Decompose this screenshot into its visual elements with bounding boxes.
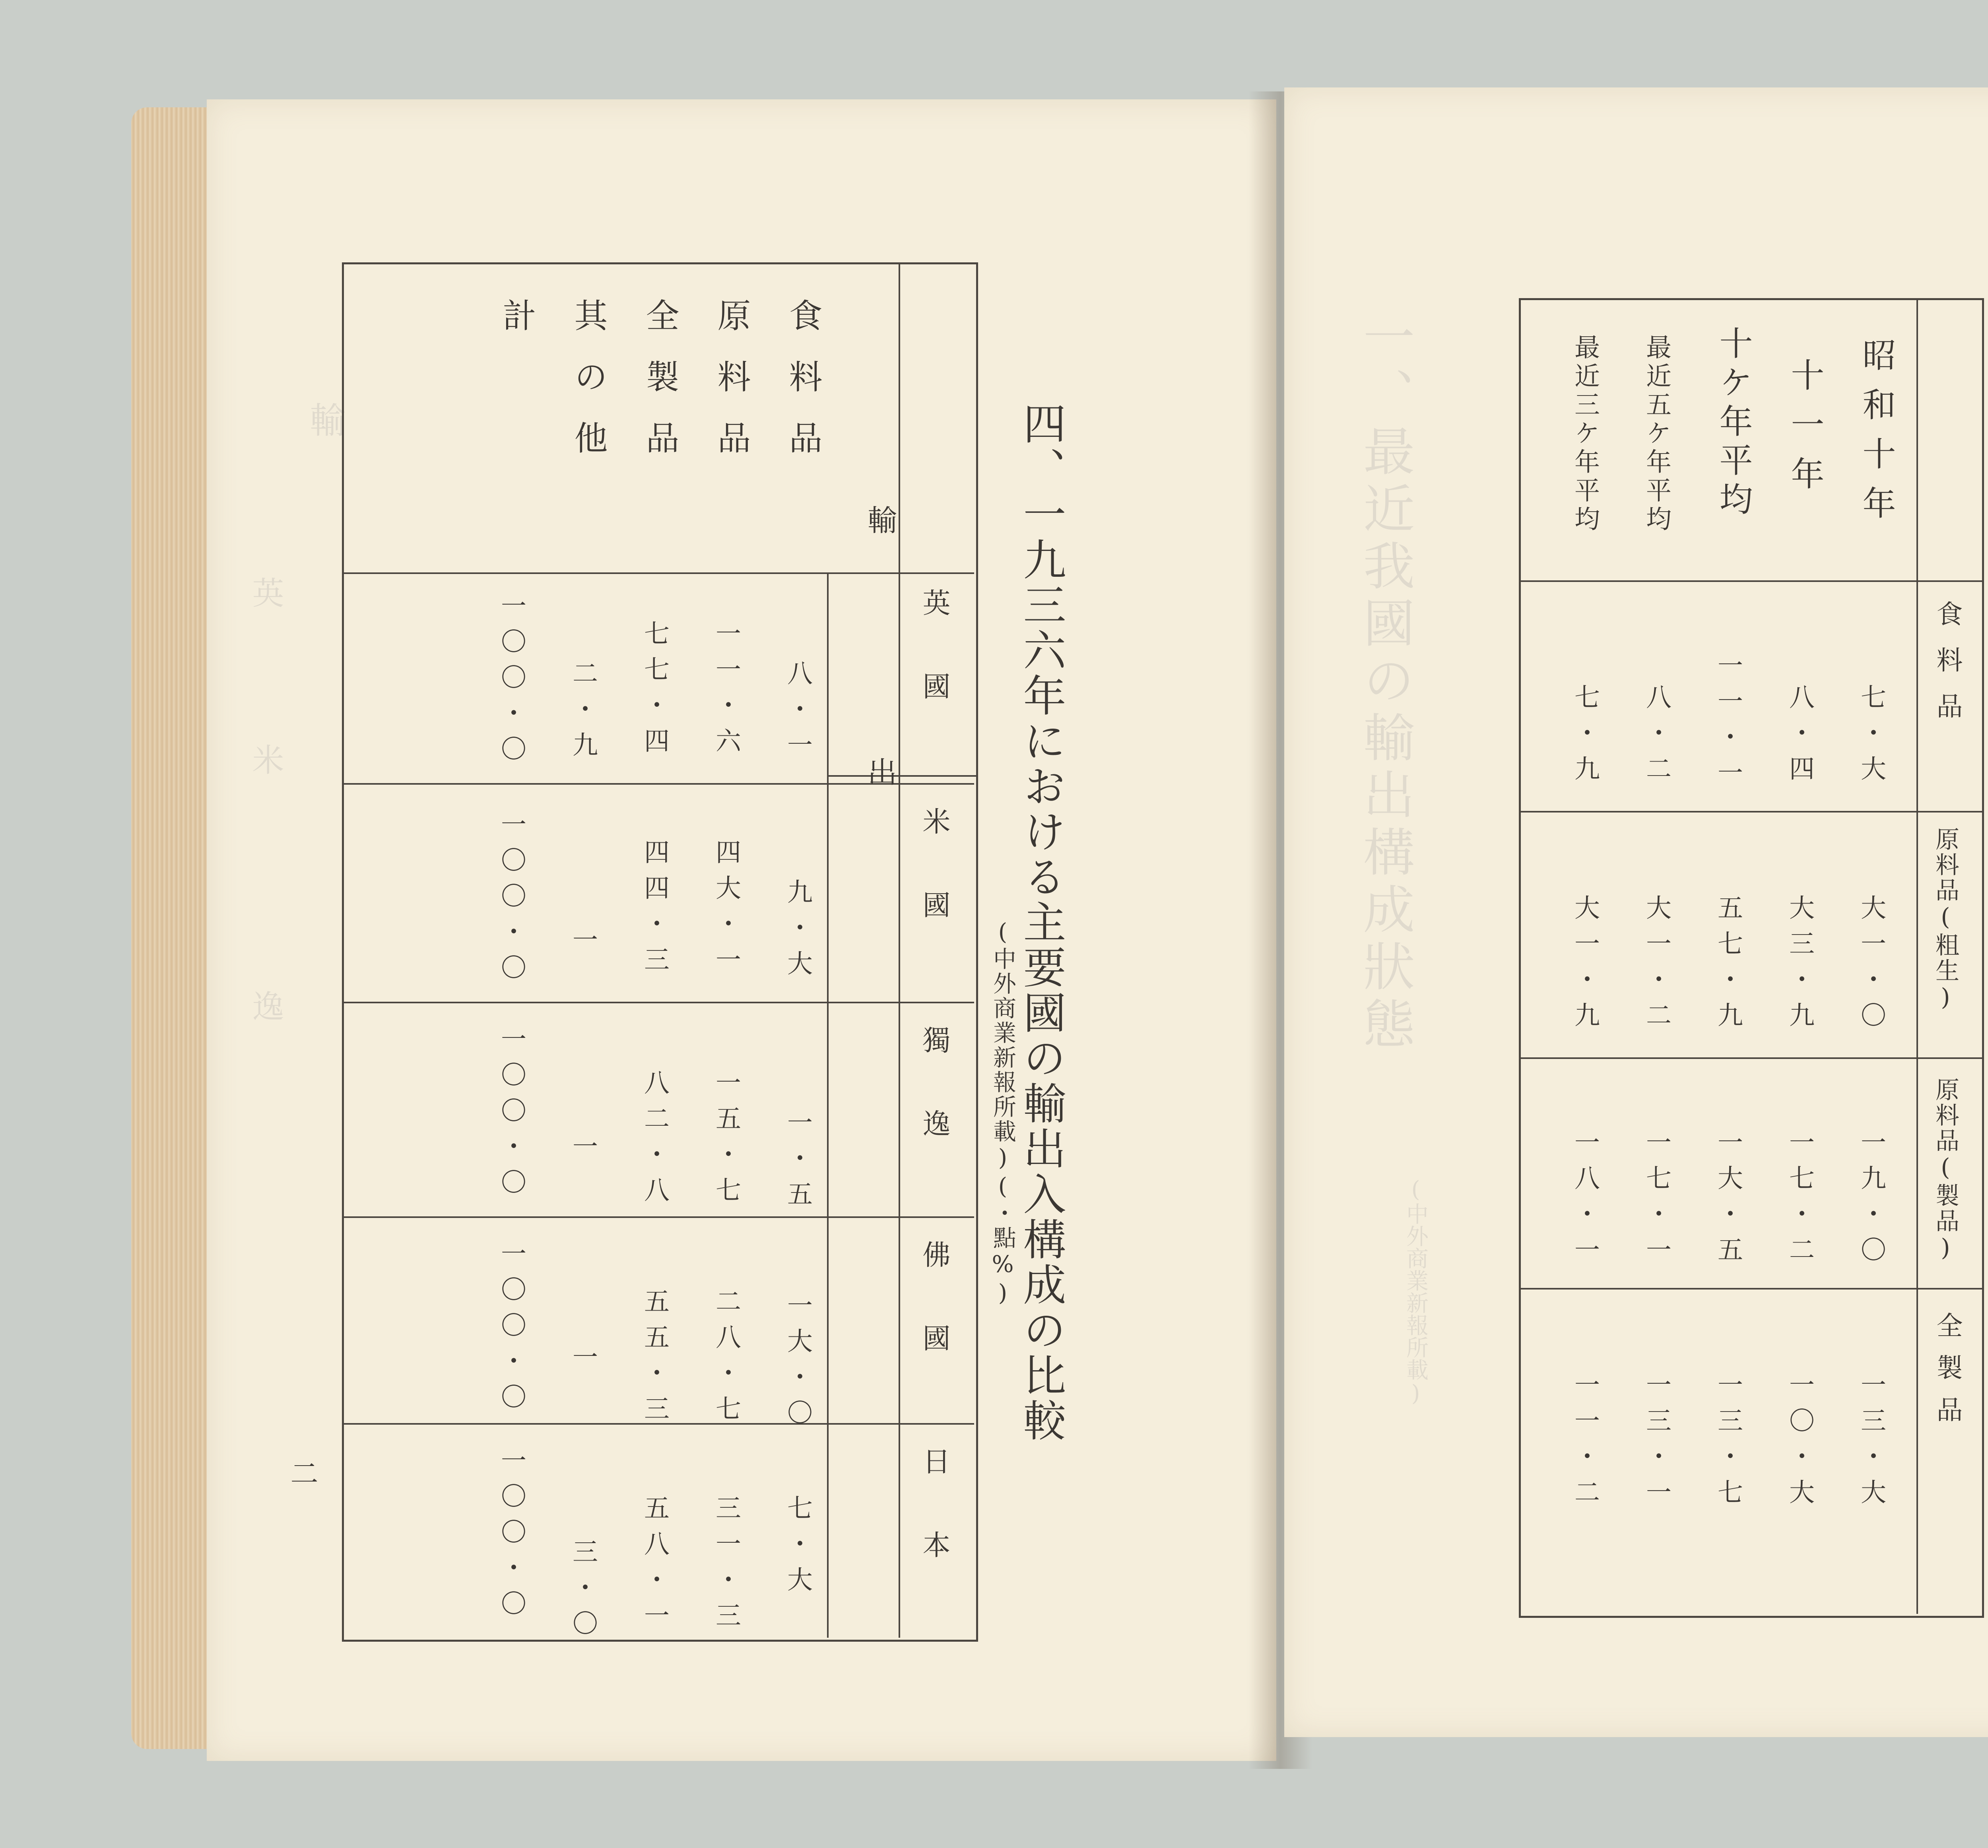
country-header: 米國 [918, 807, 951, 974]
table-cell: 大一・九 [1570, 894, 1600, 1037]
table-cell: 一一・六 [711, 620, 741, 763]
table-cell: 大三・九 [1785, 894, 1814, 1037]
page-number: 二 [286, 1459, 318, 1487]
table-cell: 一・五 [783, 1109, 812, 1216]
page-title: 四、一九三六年における主要國の輸出入構成の比較 [1016, 401, 1066, 1444]
table-cell: 一三・一 [1642, 1371, 1671, 1514]
table-cell: 大一・二 [1642, 894, 1671, 1037]
right-page [1284, 87, 1988, 1737]
table-cell: 一五・七 [711, 1069, 741, 1212]
row-header: 原料品 [712, 298, 751, 482]
table-cell: 一一・一 [1713, 652, 1743, 795]
table-cell: 一 [568, 1344, 598, 1379]
table-cell: 三一・三 [711, 1495, 741, 1638]
left-page [207, 99, 1276, 1761]
table-cell: 一〇〇・〇 [497, 592, 526, 771]
table-cell: 一九・〇 [1856, 1129, 1886, 1272]
row-header: 全製品 [641, 298, 679, 482]
table-cell: 七・大 [783, 1495, 812, 1602]
ghost-source: (中外商業新報所載) [1403, 1177, 1429, 1406]
row-header: 計 [497, 298, 536, 359]
table-cell: 一〇〇・〇 [497, 1447, 526, 1626]
country-header: 獨逸 [918, 1026, 951, 1193]
category-header: 食料品 [1932, 600, 1963, 739]
table-cell: 八二・八 [640, 1069, 669, 1212]
year-header: 最近五ケ年平均 [1642, 334, 1671, 534]
table-cell: 二・九 [568, 660, 598, 767]
table-cell: 五八・一 [640, 1495, 669, 1638]
table-cell: 一〇〇・〇 [497, 811, 526, 990]
ghost-title: 一、最近我國の輸出構成狀態 [1355, 310, 1415, 1054]
table-cell: 二八・七 [711, 1288, 741, 1431]
country-header: 日本 [918, 1447, 951, 1614]
ghost-char: 輸 [303, 401, 345, 437]
year-header: 十ケ年平均 [1714, 326, 1753, 521]
table-cell: 一大・五 [1713, 1129, 1743, 1272]
table-cell: 一三・七 [1713, 1371, 1743, 1514]
source-note: (中外商業新報所載)(・點%) [989, 918, 1016, 1308]
row-header: 其の他 [569, 298, 608, 482]
table-cell: 七・大 [1856, 684, 1886, 791]
table-cell: 七・九 [1570, 684, 1600, 791]
table-cell: 一〇・大 [1785, 1371, 1814, 1514]
country-header: 英國 [918, 588, 951, 755]
year-header: 最近三ケ年平均 [1570, 334, 1600, 534]
row-header: 食料品 [784, 298, 823, 482]
table-cell: 九・大 [783, 878, 812, 986]
table-cell: 八・四 [1785, 684, 1814, 791]
country-header: 佛國 [918, 1240, 951, 1407]
table-cell: 一八・一 [1570, 1129, 1600, 1272]
table-cell: 一大・〇 [783, 1292, 812, 1435]
table-cell: 一一・二 [1570, 1371, 1600, 1514]
table-cell: 一七・二 [1785, 1129, 1814, 1272]
year-header: 十一年 [1786, 358, 1825, 506]
table-cell: 一〇〇・〇 [497, 1240, 526, 1419]
table-cell: 一三・大 [1856, 1371, 1886, 1514]
table-cell: 五五・三 [640, 1288, 669, 1431]
table-cell: 四大・一 [711, 839, 741, 982]
ghost-char: 逸 [247, 990, 284, 1022]
category-header: 原料品(製品) [1932, 1077, 1959, 1263]
table-cell: 一七・一 [1642, 1129, 1671, 1272]
section-label: 輸出 [863, 505, 897, 1009]
year-header: 昭和十年 [1857, 338, 1896, 535]
table-cell: 三・〇 [568, 1538, 598, 1646]
table-cell: 五七・九 [1713, 894, 1743, 1037]
table-cell: 一〇〇・〇 [497, 1026, 526, 1204]
table-cell: 一 [568, 926, 598, 962]
category-header: 原料品(粗生) [1932, 827, 1959, 1013]
category-header: 全製品 [1932, 1312, 1963, 1438]
table-cell: 八・二 [1642, 684, 1671, 791]
ghost-char: 英 [247, 576, 284, 608]
table-cell: 七七・四 [640, 620, 669, 763]
table-cell: 一 [568, 1133, 598, 1169]
ghost-char: 米 [247, 743, 284, 775]
table-cell: 八・一 [783, 660, 812, 767]
table-cell: 大一・〇 [1856, 894, 1886, 1037]
table-cell: 四四・三 [640, 839, 669, 982]
page-edges-left [131, 107, 211, 1749]
